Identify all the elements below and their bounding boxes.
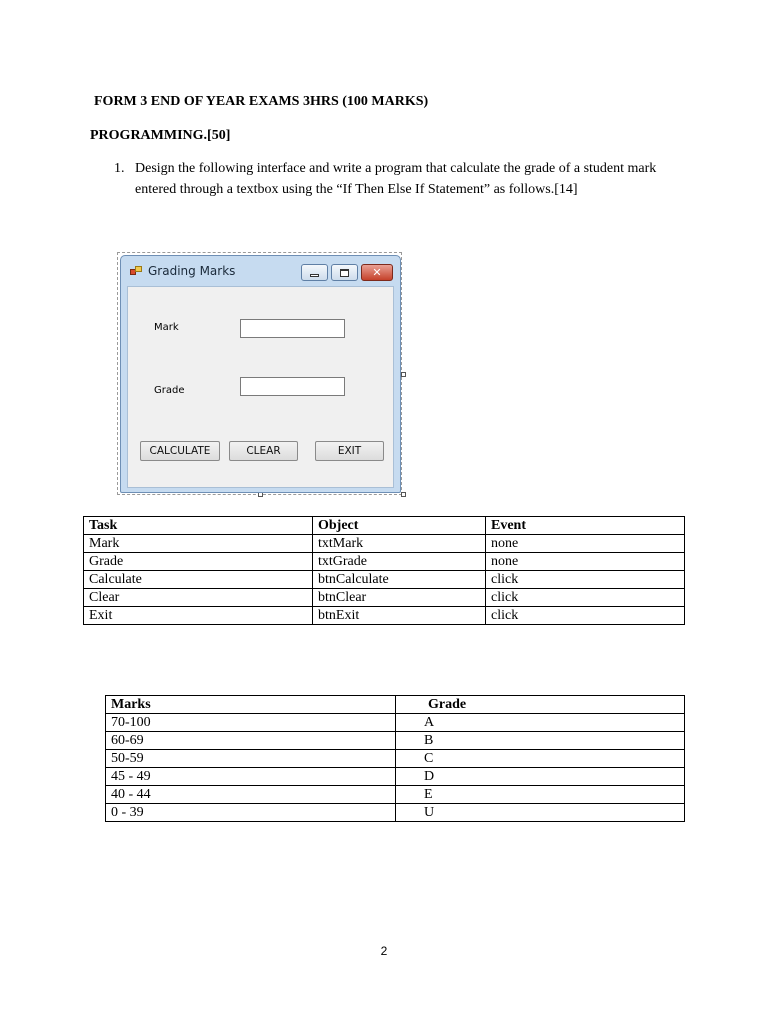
cell-object: txtGrade: [313, 553, 486, 571]
window-titlebar[interactable]: [121, 256, 400, 286]
grading-marks-window: [120, 255, 401, 493]
clear-button[interactable]: CLEAR: [229, 441, 298, 461]
minimize-button[interactable]: [301, 264, 328, 281]
cell-task: Exit: [84, 607, 313, 625]
mark-label: Mark: [154, 322, 179, 333]
header-grade: Grade: [396, 696, 685, 714]
cell-grade: D: [396, 768, 685, 786]
header-task: Task: [84, 517, 313, 535]
cell-task: Calculate: [84, 571, 313, 589]
close-button[interactable]: [361, 264, 393, 281]
minimize-icon: [310, 274, 319, 277]
exit-button[interactable]: EXIT: [315, 441, 384, 461]
header-event: Event: [486, 517, 685, 535]
cell-event: click: [486, 571, 685, 589]
cell-grade: A: [396, 714, 685, 732]
maximize-icon: [340, 269, 349, 277]
cell-task: Grade: [84, 553, 313, 571]
cell-event: none: [486, 535, 685, 553]
cell-object: btnExit: [313, 607, 486, 625]
resize-grip-corner[interactable]: [401, 492, 406, 497]
cell-marks: 60-69: [106, 732, 396, 750]
cell-object: btnClear: [313, 589, 486, 607]
app-form-icon: [130, 266, 142, 276]
cell-event: click: [486, 607, 685, 625]
table-row: [106, 786, 685, 804]
close-icon: ✕: [372, 266, 382, 279]
question-number: 1.: [114, 161, 125, 176]
cell-marks: 50-59: [106, 750, 396, 768]
mark-textbox[interactable]: [240, 319, 345, 338]
cell-marks: 70-100: [106, 714, 396, 732]
cell-grade: U: [396, 804, 685, 822]
maximize-button[interactable]: [331, 264, 358, 281]
table-header-row: [106, 696, 685, 714]
table-row: [84, 589, 685, 607]
cell-task: Mark: [84, 535, 313, 553]
window-title: Grading Marks: [148, 264, 236, 278]
table-row: [84, 535, 685, 553]
table-row: [106, 768, 685, 786]
events-table: [83, 516, 685, 625]
table-row: [84, 607, 685, 625]
grade-label: Grade: [154, 385, 185, 396]
grade-textbox[interactable]: [240, 377, 345, 396]
section-heading: PROGRAMMING.[50]: [90, 128, 231, 143]
table-row: [106, 804, 685, 822]
table-header-row: [84, 517, 685, 535]
header-object: Object: [313, 517, 486, 535]
cell-event: none: [486, 553, 685, 571]
calculate-button[interactable]: CALCULATE: [140, 441, 220, 461]
resize-grip-right[interactable]: [401, 372, 406, 377]
exam-title: FORM 3 END OF YEAR EXAMS 3HRS (100 MARKS): [94, 94, 429, 109]
cell-event: click: [486, 589, 685, 607]
cell-object: btnCalculate: [313, 571, 486, 589]
cell-object: txtMark: [313, 535, 486, 553]
page-number: 2: [380, 944, 388, 958]
header-marks: Marks: [106, 696, 396, 714]
grades-table: [105, 695, 685, 822]
cell-grade: B: [396, 732, 685, 750]
cell-marks: 45 - 49: [106, 768, 396, 786]
table-row: [84, 553, 685, 571]
table-row: [106, 732, 685, 750]
cell-marks: 40 - 44: [106, 786, 396, 804]
question-text: Design the following interface and write a program that calculate the grade of a student mark entered through a textbox using the “If Then Else If Statement” as follows.[14]: [135, 161, 657, 197]
form-client-area: [127, 286, 394, 488]
table-row: [84, 571, 685, 589]
table-row: [106, 714, 685, 732]
cell-grade: E: [396, 786, 685, 804]
cell-grade: C: [396, 750, 685, 768]
cell-task: Clear: [84, 589, 313, 607]
table-row: [106, 750, 685, 768]
cell-marks: 0 - 39: [106, 804, 396, 822]
